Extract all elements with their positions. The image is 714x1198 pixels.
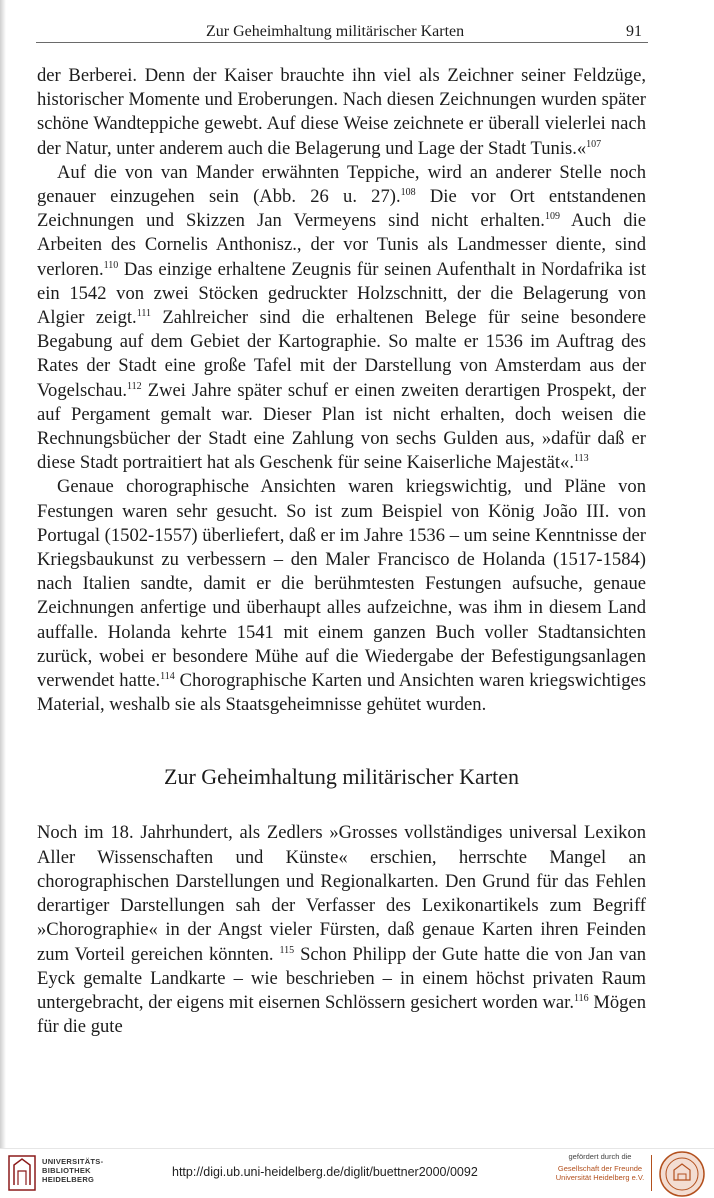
sponsor-name: Gesellschaft der Freunde Universität Heidelberg e.V. (555, 1164, 645, 1182)
footnote-ref: 110 (103, 259, 119, 271)
page-number: 91 (626, 23, 642, 40)
section-paragraph-1 (37, 821, 646, 1039)
text-run: Zwei Jahre später schuf er einen zweiten derartigen Prospekt, der auf Pergament gemalt war. Dieser Plan ist nicht erhalten, doch weisen die Rechnungsbücher der Stadt eine Zahlung von sechs Gulden aus, »dafür daß er diese Stadt portraitiert hat als Geschenk für seine Kaiserliche Majestät«. (37, 379, 646, 474)
footnote-ref: 114 (160, 671, 175, 683)
university-library-logo-icon (8, 1155, 36, 1191)
text-run: Auch die Arbeiten des Cornelis Anthonisz., der vor Tunis als Landmesser diente, sind verloren. (37, 210, 647, 280)
text-run: Schon Philipp der Gute hatte die von Jan van Eyck gemalte Landkarte – wie beschrieben – in einem höchst privaten Raum untergebracht, der eigens mit eisernen Schlössern gesichert worden war. (37, 943, 647, 1013)
text-run: Mögen für die gute (37, 991, 646, 1038)
footnote-ref: 108 (400, 187, 416, 199)
footnote-ref: 116 (573, 992, 589, 1004)
text-run: Noch im 18. Jahrhundert, als Zedlers »Grosses vollständiges universal Lexikon Aller Wissenschaften und Künste« erschien, herrschte Mangel an chorographischen Darstellungen und Regionalkarten. Den Grund für das Fehlen derartiger Darstellungen sah der Verfasser des Lexikonartikels zum Begriff »Chorographie« in der Angst vieler Fürsten, daß genaue Karten ihren Feinden zum Vorteil gereichen könnten. (37, 822, 646, 965)
footnote-ref: 113 (573, 453, 589, 465)
permalink-url[interactable]: http://digi.ub.uni-heidelberg.de/diglit/buettner2000/0092 (172, 1165, 478, 1179)
paragraph-1 (37, 64, 646, 161)
text-run: der Berberei. Denn der Kaiser brauchte ihn viel als Zeichner seiner Feldzüge, historischer Momente und Eroberungen. Nach diesen Zeichnungen wurden später schöne Wandteppiche gewebt. Auf diese Weise zeichnete er überall vielerlei nach der Natur, unter anderem auch die Belagerung und Lage der Stadt Tunis.« (37, 65, 646, 159)
footnote-ref: 109 (544, 211, 560, 223)
text-run: Zahlreicher sind die erhaltenen Belege für seine besondere Begabung auf dem Gebiet der Kartographie. So malte er 1536 im Auftrag des Rates der Stadt eine große Tafel mit der Darstellung von Amsterdam aus der Vogelschau. (37, 307, 646, 401)
sponsor-label: gefördert durch die (568, 1152, 632, 1161)
running-title: Zur Geheimhaltung militärischer Karten (206, 23, 465, 40)
scan-page-edge (0, 0, 6, 1197)
footnote-ref: 107 (586, 138, 602, 150)
running-header (36, 22, 648, 43)
sponsor-divider (651, 1155, 652, 1191)
section-heading: Zur Geheimhaltung militärischer Karten (164, 764, 519, 790)
paragraph-2 (37, 161, 646, 476)
text-run: Das einzige erhaltene Zeugnis für seinen Aufenthalt in Nordafrika ist ein 1542 von zwei Stöcken gedruckter Holzschnitt, der die Belagerung von Algier zeigt. (37, 258, 646, 329)
paragraph-3 (37, 475, 646, 717)
university-seal-icon (658, 1150, 706, 1198)
digitization-footer (0, 1148, 714, 1198)
footnote-ref: 115 (279, 944, 295, 956)
footnote-ref: 111 (136, 308, 151, 320)
text-run: Die vor Ort entstandenen Zeichnungen und Skizzen Jan Vermeyens sind nicht erhalten. (37, 186, 646, 232)
text-run: Chorographische Karten und Ansichten waren kriegswichtiges Material, weshalb sie als Staatsgeheimnisse gehütet wurden. (37, 670, 646, 716)
text-run: Genaue chorographische Ansichten waren kriegswichtig, und Pläne von Festungen waren sehr gesucht. So ist zum Beispiel von König João III. von Portugal (1502-1557) überliefert, daß er im Jahre 1536 – um seine Kenntnisse der Kriegsbaukunst zu verbessern – den Maler Francisco de Holanda (1517-1584) nach Italien sandte, damit er die berühmtesten Festungen aufsuche, genaue Zeichnungen anfertige und überhaupt alles aufzeichne, was ihm in diesem Land auffalle. Holanda kehrte 1541 mit einem ganzen Buch voller Stadtansichten zurück, wobei er besondere Mühe auf die Wiedergabe der Befestigungsanlagen verwendet hatte. (37, 476, 646, 692)
text-run: Auf die von van Mander erwähnten Teppiche, wird an anderer Stelle noch genauer einzugehen sein (Abb. 26 u. 27). (37, 161, 646, 208)
body-text (37, 64, 646, 1039)
footnote-ref: 112 (127, 380, 142, 392)
library-name: UNIVERSITÄTS- BIBLIOTHEK HEIDELBERG (42, 1157, 104, 1184)
